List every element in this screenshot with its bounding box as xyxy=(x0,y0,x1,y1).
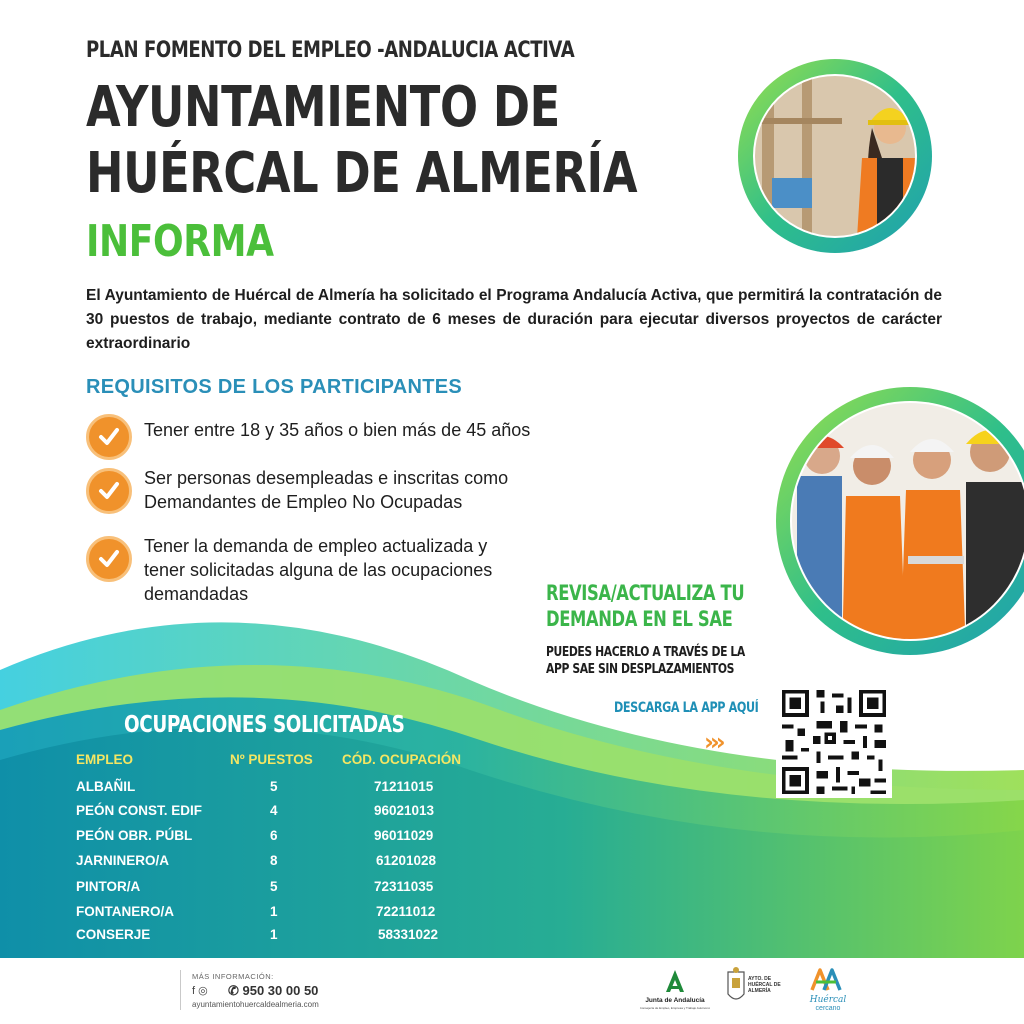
table-cell-puestos: 1 xyxy=(270,904,278,919)
requisito-item xyxy=(86,534,566,606)
table-cell-codigo: 96021013 xyxy=(374,803,435,818)
table-cell-empleo: ALBAÑIL xyxy=(76,779,136,794)
requisitos-title: REQUISITOS DE LOS PARTICIPANTES xyxy=(86,376,463,398)
table-cell-empleo: CONSERJE xyxy=(76,927,151,942)
col-header-codigo: CÓD. OCUPACIÓN xyxy=(342,752,462,767)
check-icon xyxy=(86,536,132,582)
download-app-label: DESCARGA LA APP AQUÍ xyxy=(614,700,759,716)
phone-number[interactable]: ✆ 950 30 00 50 xyxy=(228,983,319,998)
junta-andalucia-logo xyxy=(640,964,710,1018)
website-link[interactable]: ayuntamientohuercaldealmeria.com xyxy=(192,1000,319,1009)
sae-note-line1: PUEDES HACERLO A TRAVÉS DE LA xyxy=(546,644,745,660)
social-icons[interactable]: f ◎ xyxy=(192,985,208,997)
ayto-huercal-logo xyxy=(722,964,792,1018)
requisito-text: Ser personas desempleadas e inscritas como xyxy=(144,468,509,488)
page-title-line2: HUÉRCAL DE ALMERÍA xyxy=(86,141,638,206)
page-title-line1: AYUNTAMIENTO DE xyxy=(86,75,560,140)
mas-info-label: MÁS INFORMACIÓN: xyxy=(192,972,274,981)
table-cell-empleo: PINTOR/A xyxy=(76,879,141,894)
table-cell-codigo: 58331022 xyxy=(378,927,439,942)
requisito-text: Tener entre 18 y 35 años o bien más de 45 años xyxy=(144,420,531,440)
junta-logo-text: Junta de Andalucía xyxy=(645,997,705,1004)
requisito-item xyxy=(86,414,566,460)
requisito-text: Demandantes de Empleo No Ocupadas xyxy=(144,492,463,512)
requisito-text: Tener la demanda de empleo actualizada y xyxy=(144,536,488,556)
junta-logo-subtext: Consejería de Empleo, Empresa y Trabajo Autónomo xyxy=(640,1006,710,1010)
table-cell-codigo: 71211015 xyxy=(374,779,434,794)
footer xyxy=(0,958,1024,1024)
ocupaciones-title: OCUPACIONES SOLICITADAS xyxy=(124,712,405,738)
qr-code[interactable] xyxy=(776,686,892,798)
informa-heading: INFORMA xyxy=(86,216,274,267)
sae-title-line1: REVISA/ACTUALIZA TU xyxy=(546,581,745,605)
huercal-cercano-logo xyxy=(800,964,856,1018)
check-icon xyxy=(86,468,132,514)
subtitle: PLAN FOMENTO DEL EMPLEO -ANDALUCIA ACTIVA xyxy=(86,38,575,63)
table-cell-empleo: JARNINERO/A xyxy=(76,853,170,868)
arrows-icon: ››› xyxy=(704,728,722,756)
table-cell-puestos: 4 xyxy=(270,803,278,818)
table-cell-empleo: PEÓN OBR. PÚBL xyxy=(76,828,193,843)
sae-note xyxy=(546,644,745,678)
table-cell-codigo: 96011029 xyxy=(374,828,434,843)
table-cell-puestos: 8 xyxy=(270,853,278,868)
col-header-empleo: EMPLEO xyxy=(76,752,134,767)
ayto-logo-text: AYTO. DE HUÉRCAL DE ALMERÍA xyxy=(748,976,781,994)
sae-note-line2: APP SAE SIN DESPLAZAMIENTOS xyxy=(546,661,734,677)
col-header-puestos: Nº PUESTOS xyxy=(230,752,313,767)
check-icon xyxy=(86,414,132,460)
table-cell-puestos: 5 xyxy=(270,879,278,894)
requisito-item xyxy=(86,466,566,514)
table-cell-empleo: FONTANERO/A xyxy=(76,904,174,919)
sae-callout-title xyxy=(546,580,744,632)
table-cell-empleo: PEÓN CONST. EDIF xyxy=(76,803,203,818)
workers-photo xyxy=(772,386,1024,656)
huercal-logo-subtext: cercano xyxy=(815,1005,841,1012)
intro-paragraph: El Ayuntamiento de Huércal de Almería ha solicitado el Programa Andalucía Activa, que permitirá la contratación de 30 puestos de trabajo, mediante contrato de 6 meses de duración para ejecutar diversos proyectos de carácter extraordinario xyxy=(86,287,942,352)
requisito-text: tener solicitadas alguna de las ocupaciones xyxy=(144,560,493,580)
huercal-logo-text: Huércal xyxy=(809,995,847,1005)
table-cell-puestos: 5 xyxy=(270,779,278,794)
table-cell-puestos: 1 xyxy=(270,927,278,942)
table-cell-codigo: 61201028 xyxy=(376,853,437,868)
electrician-photo xyxy=(732,58,938,254)
sae-title-line2: DEMANDA EN EL SAE xyxy=(546,607,733,631)
footer-divider xyxy=(180,970,181,1010)
requisito-text: demandadas xyxy=(144,584,249,604)
table-cell-puestos: 6 xyxy=(270,828,278,843)
table-cell-codigo: 72211012 xyxy=(376,904,436,919)
table-cell-codigo: 72311035 xyxy=(374,879,434,894)
